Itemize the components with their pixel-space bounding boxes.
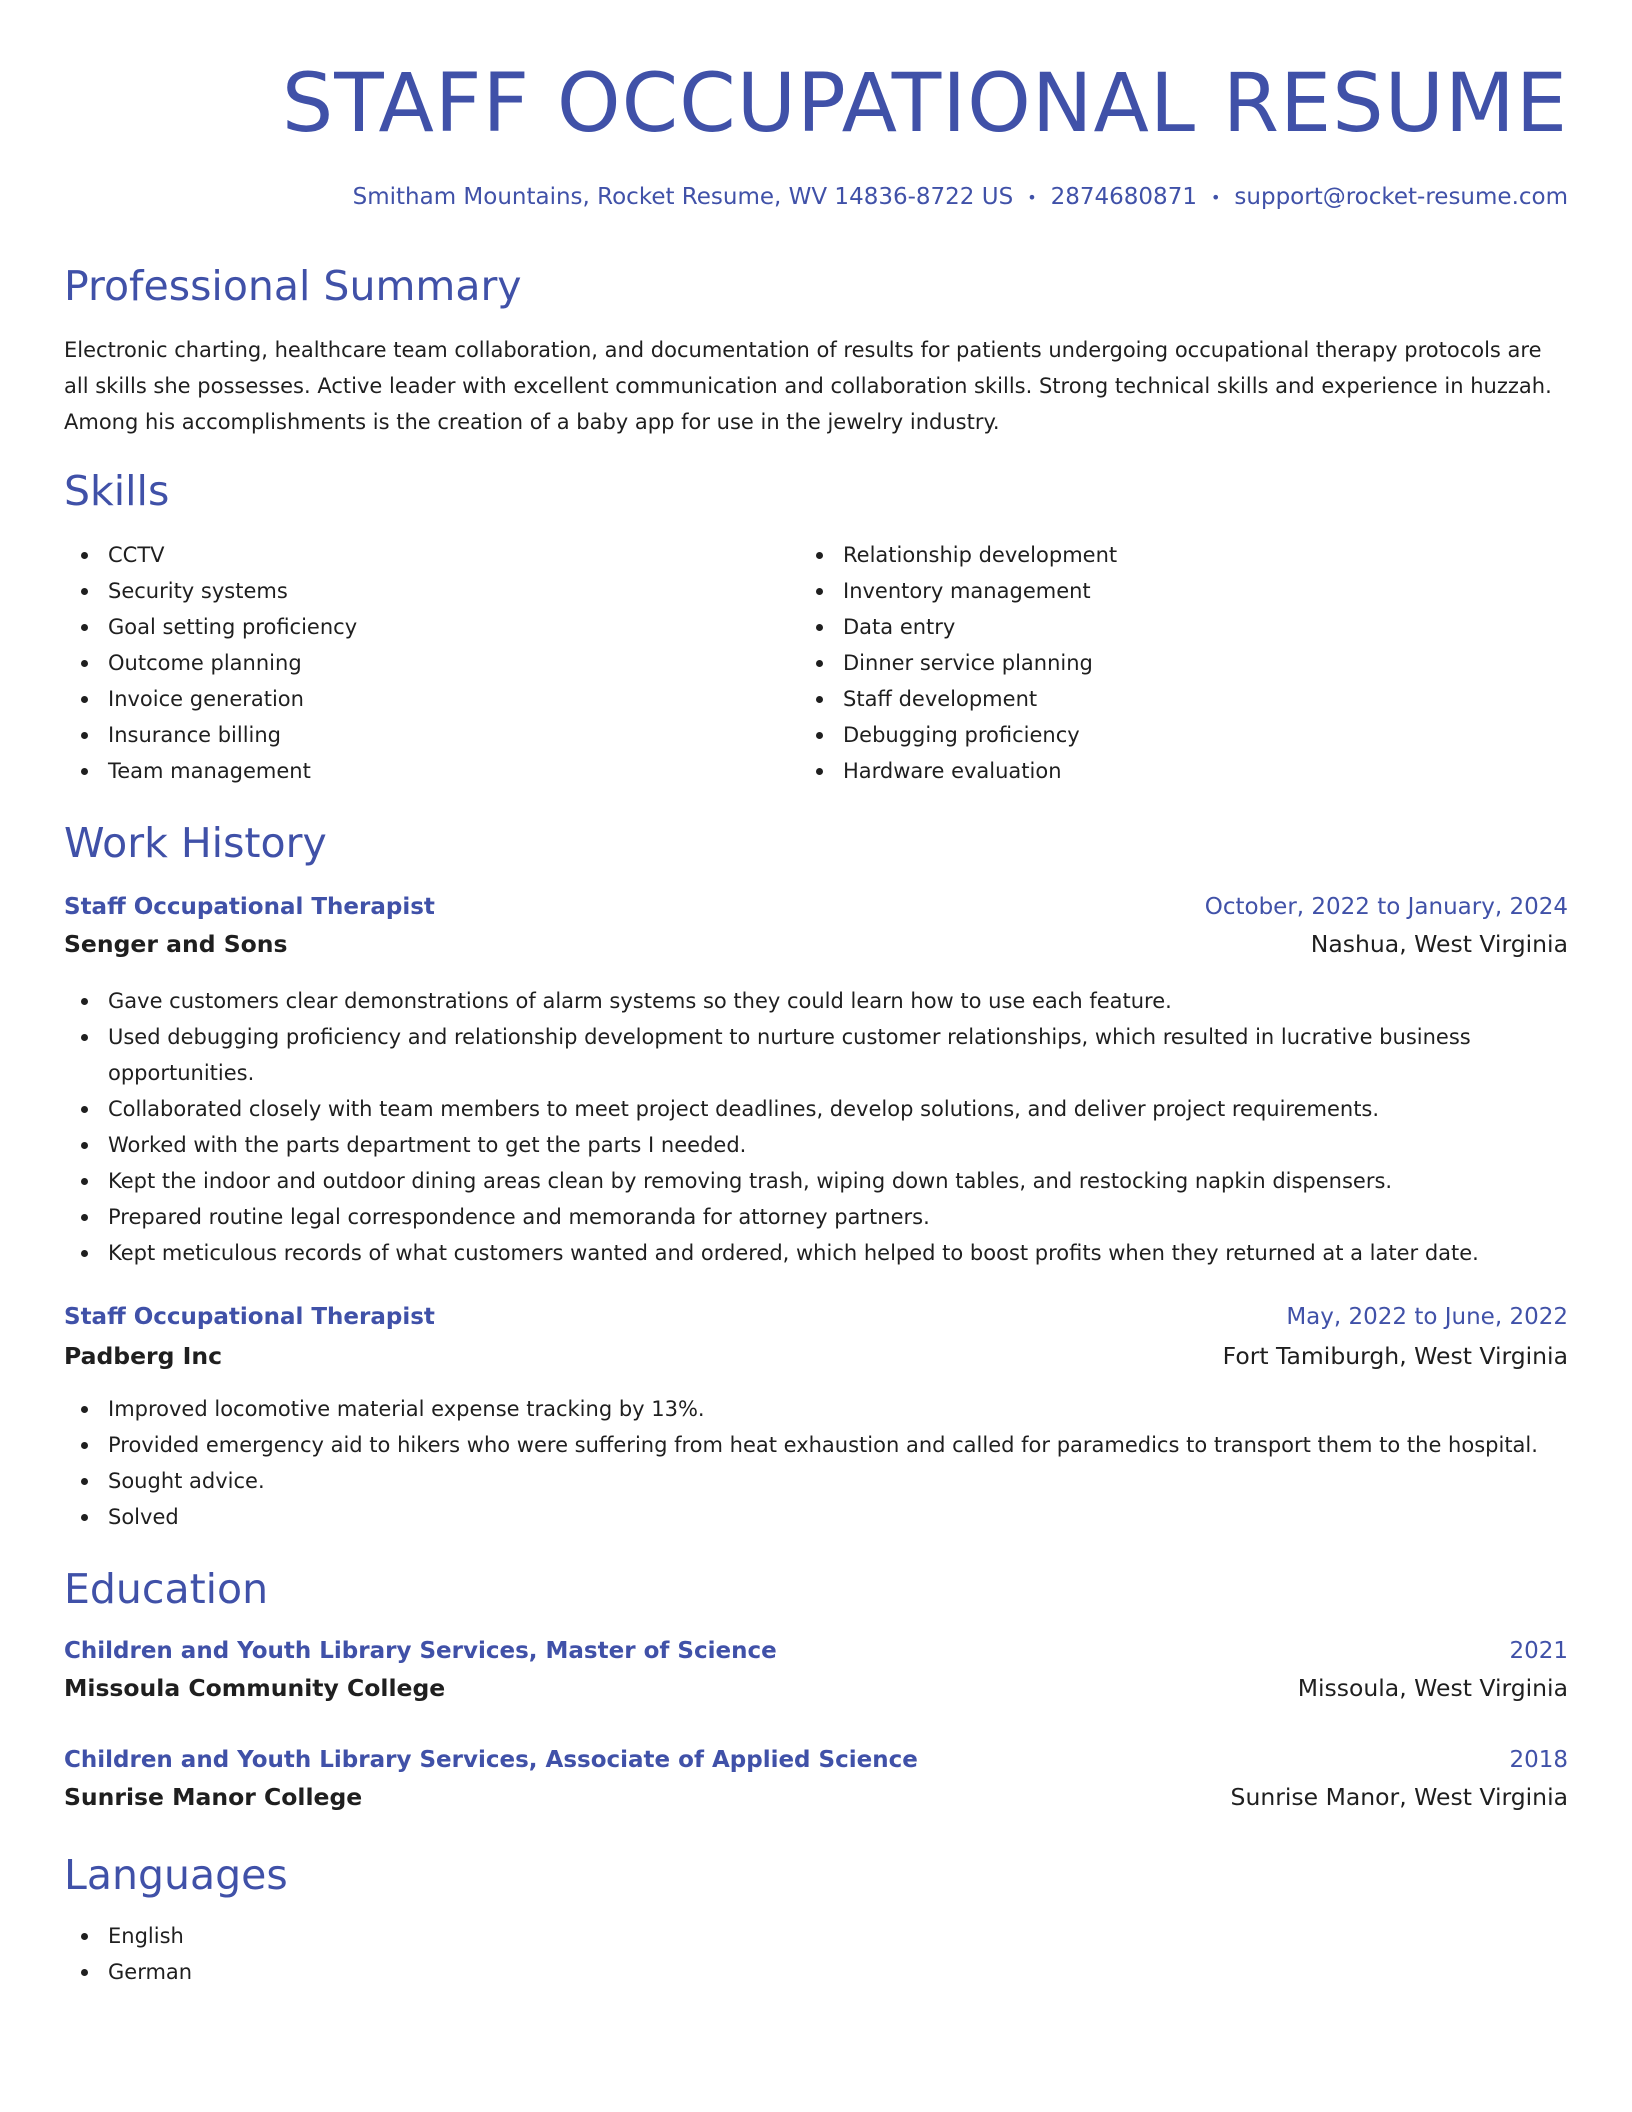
job-title-row <box>64 891 1568 923</box>
education-school-row <box>64 1672 1568 1704</box>
bullet-icon <box>81 1106 88 1113</box>
bullet-icon <box>81 1214 88 1221</box>
skill-item: Insurance billing <box>64 717 764 753</box>
resume-name: STAFF OCCUPATIONAL RESUME <box>281 57 1568 151</box>
bullet-icon <box>816 588 823 595</box>
section-title-languages: Languages <box>64 1851 288 1899</box>
skill-item: Security systems <box>64 573 764 609</box>
skill-item: Inventory management <box>799 573 1499 609</box>
contact-phone: 2874680871 <box>1050 184 1197 210</box>
education-location: Missoula, West Virginia <box>1297 1674 1568 1702</box>
skill-item: Relationship development <box>799 537 1499 573</box>
language-item: German <box>64 1954 1568 1990</box>
list-item: Kept the indoor and outdoor dining areas clean by removing trash, wiping down tables, and restocking napkin dispensers. <box>64 1163 1568 1199</box>
bullet-icon <box>81 1250 88 1257</box>
education-year: 2021 <box>1509 1638 1568 1664</box>
section-title-work: Work History <box>64 819 327 867</box>
language-item: English <box>64 1918 1568 1954</box>
skill-item: Debugging proficiency <box>799 717 1499 753</box>
contact-email[interactable]: support@rocket-resume.com <box>1234 184 1568 210</box>
education-school-row <box>64 1781 1568 1813</box>
bullet-icon <box>81 1178 88 1185</box>
job-dates: May, 2022 to June, 2022 <box>1286 1304 1568 1330</box>
list-item: Sought advice. <box>64 1463 1568 1499</box>
bullet-icon <box>81 552 88 559</box>
bullet-icon <box>81 998 88 1005</box>
list-item: Worked with the parts department to get the parts I needed. <box>64 1127 1568 1163</box>
skill-item: Hardware evaluation <box>799 753 1499 789</box>
skill-item: CCTV <box>64 537 764 573</box>
separator-dot: • <box>1210 187 1221 207</box>
separator-dot: • <box>1027 187 1037 207</box>
section-title-skills: Skills <box>64 467 170 515</box>
section-title-summary: Professional Summary <box>64 262 522 310</box>
skill-item: Outcome planning <box>64 645 764 681</box>
education-year: 2018 <box>1509 1747 1568 1773</box>
bullet-icon <box>81 1442 88 1449</box>
bullet-icon <box>81 1969 88 1976</box>
bullet-icon <box>81 1514 88 1521</box>
skills-column-left <box>64 537 764 789</box>
skill-item: Data entry <box>799 609 1499 645</box>
summary-text: Electronic charting, healthcare team collaboration, and documentation of results for patients undergoing occupational therapy protocols are all skills she possesses. Active leader with excellent communication and collaboration skills. Strong technical skills and experience in huzzah. Among his accomplishments is the creation of a baby app for use in the jewelry industry. <box>64 338 1552 434</box>
skill-item: Staff development <box>799 681 1499 717</box>
list-item: Gave customers clear demonstrations of alarm systems so they could learn how to use each feature. <box>64 983 1568 1019</box>
job-location: Nashua, West Virginia <box>1310 930 1568 958</box>
section-title-education: Education <box>64 1565 269 1613</box>
job-company: Senger and Sons <box>64 930 288 958</box>
list-item: Prepared routine legal correspondence and memoranda for attorney partners. <box>64 1199 1568 1235</box>
skill-item: Dinner service planning <box>799 645 1499 681</box>
bullet-icon <box>81 1478 88 1485</box>
job-company-row <box>64 1340 1568 1372</box>
education-school: Missoula Community College <box>64 1674 446 1702</box>
skills-column-right <box>799 537 1499 789</box>
job-position: Staff Occupational Therapist <box>64 1304 435 1330</box>
bullet-icon <box>816 552 823 559</box>
education-degree: Children and Youth Library Services, Associate of Applied Science <box>64 1747 918 1773</box>
education-title-row <box>64 1635 1568 1667</box>
list-item: Used debugging proficiency and relationship development to nurture customer relationships, which resulted in lucrative business opportunities. <box>64 1019 1568 1091</box>
education-degree: Children and Youth Library Services, Master of Science <box>64 1638 777 1664</box>
bullet-icon <box>81 1406 88 1413</box>
bullet-icon <box>816 660 823 667</box>
bullet-icon <box>81 696 88 703</box>
job-bullets <box>64 1391 1568 1535</box>
languages-list <box>64 1918 1568 1990</box>
job-location: Fort Tamiburgh, West Virginia <box>1222 1342 1568 1370</box>
job-company: Padberg Inc <box>64 1342 223 1370</box>
job-bullets <box>64 983 1568 1271</box>
list-item: Solved <box>64 1499 1568 1535</box>
skill-item: Goal setting proficiency <box>64 609 764 645</box>
job-company-row <box>64 928 1568 960</box>
bullet-icon <box>81 1933 88 1940</box>
bullet-icon <box>81 1034 88 1041</box>
bullet-icon <box>816 768 823 775</box>
skill-item: Team management <box>64 753 764 789</box>
job-position: Staff Occupational Therapist <box>64 894 435 920</box>
bullet-icon <box>81 588 88 595</box>
bullet-icon <box>816 624 823 631</box>
contact-address: Smitham Mountains, Rocket Resume, WV 14836-8722 US <box>352 184 1014 210</box>
bullet-icon <box>81 768 88 775</box>
skill-item: Invoice generation <box>64 681 764 717</box>
education-school: Sunrise Manor College <box>64 1783 363 1811</box>
contact-line <box>353 182 1568 213</box>
bullet-icon <box>81 660 88 667</box>
bullet-icon <box>81 732 88 739</box>
bullet-icon <box>81 1142 88 1149</box>
list-item: Kept meticulous records of what customers wanted and ordered, which helped to boost profits when they returned at a later date. <box>64 1235 1568 1271</box>
bullet-icon <box>816 732 823 739</box>
resume-header <box>64 56 1568 152</box>
job-dates: October, 2022 to January, 2024 <box>1204 894 1568 920</box>
list-item: Collaborated closely with team members to meet project deadlines, develop solutions, and deliver project requirements. <box>64 1091 1568 1127</box>
education-title-row <box>64 1744 1568 1776</box>
bullet-icon <box>81 624 88 631</box>
job-title-row <box>64 1301 1568 1333</box>
bullet-icon <box>816 696 823 703</box>
education-location: Sunrise Manor, West Virginia <box>1230 1783 1568 1811</box>
list-item: Improved locomotive material expense tracking by 13%. <box>64 1391 1568 1427</box>
list-item: Provided emergency aid to hikers who were suffering from heat exhaustion and called for paramedics to transport them to the hospital. <box>64 1427 1568 1463</box>
